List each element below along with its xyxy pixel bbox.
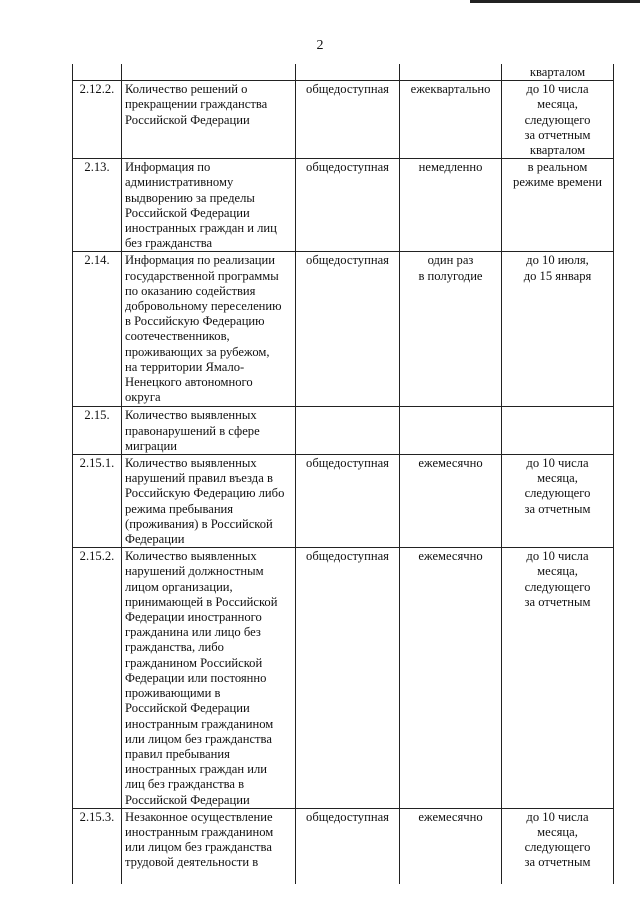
table-row — [73, 81, 614, 159]
access-level-cell — [296, 455, 400, 548]
deadline-cell-line: до 10 числа — [526, 809, 589, 824]
indicator-name-cell-line: Федерации или постоянно — [125, 670, 267, 685]
indicator-name-cell-line: государственной программы — [125, 268, 279, 283]
item-number-cell — [73, 81, 122, 159]
indicator-name-cell — [122, 407, 296, 455]
deadline-cell — [502, 407, 614, 455]
indicator-name-cell-line: Российскую Федерацию либо — [125, 486, 285, 501]
item-number-cell — [73, 64, 122, 81]
indicator-name-cell — [122, 548, 296, 808]
access-level-cell — [296, 64, 400, 81]
indicator-name-cell-line: миграции — [125, 438, 177, 453]
deadline-cell — [502, 159, 614, 252]
indicator-name-cell-line: нарушений должностным — [125, 564, 264, 579]
frequency-cell — [400, 252, 502, 407]
item-number-cell-text: 2.15.1. — [79, 456, 115, 471]
indicator-name-cell — [122, 159, 296, 252]
deadline-cell — [502, 808, 614, 884]
indicator-name-cell-line: Количество решений о — [125, 82, 248, 97]
item-number-cell-text: 2.15.3. — [79, 809, 115, 824]
indicator-name-cell-line: Незаконное осуществление — [125, 809, 273, 824]
indicator-name-cell-line: гражданина или лицо без — [125, 625, 261, 640]
indicator-name-cell-line: лиц без гражданства в — [125, 777, 245, 792]
access-level-cell — [296, 407, 400, 455]
indicator-name-cell-line: округа — [125, 390, 161, 405]
deadline-cell-line: кварталом — [529, 143, 586, 158]
table-row — [73, 64, 614, 81]
table-row — [73, 159, 614, 252]
indicator-name-cell-line: по оказанию содействия — [125, 283, 256, 298]
frequency-cell-line: ежеквартально — [410, 82, 491, 97]
indicator-name-cell-line: на территории Ямало- — [125, 359, 245, 374]
access-level-cell-text: общедоступная — [306, 82, 389, 97]
access-level-cell-text: общедоступная — [306, 809, 389, 824]
deadline-cell-line: месяца, — [537, 564, 578, 579]
indicator-name-cell-line: проживающих за рубежом, — [125, 344, 270, 359]
indicator-name-cell-line: правонарушений в сфере — [125, 423, 260, 438]
deadline-cell-line: за отчетным — [524, 501, 591, 516]
item-number-cell-text: 2.15. — [84, 408, 110, 423]
deadline-cell-line: месяца, — [537, 97, 578, 112]
frequency-cell-line: в полугодие — [418, 268, 483, 283]
access-level-cell — [296, 548, 400, 808]
access-level-cell-text: общедоступная — [306, 549, 389, 564]
frequency-cell-line: ежемесячно — [418, 549, 483, 564]
access-level-cell-text: общедоступная — [306, 456, 389, 471]
item-number-cell-text: 2.14. — [84, 253, 110, 268]
indicator-name-cell-line: в Российскую Федерацию — [125, 314, 265, 329]
indicator-name-cell-line: Российской Федерации — [125, 701, 250, 716]
table-row — [73, 548, 614, 808]
indicator-name-cell — [122, 252, 296, 407]
indicator-name-cell-line: Федерации — [125, 532, 185, 547]
deadline-cell-line: за отчетным — [524, 594, 591, 609]
indicator-name-cell-line: Количество выявленных — [125, 408, 257, 423]
table-row — [73, 455, 614, 548]
indicator-name-cell-line: (проживания) в Российской — [125, 516, 273, 531]
indicator-name-cell-line: Федерации иностранного — [125, 610, 262, 625]
access-level-cell-text: общедоступная — [306, 253, 389, 268]
deadline-cell — [502, 455, 614, 548]
deadline-cell-line: в реальном — [527, 160, 588, 175]
indicator-name-cell-line: Российской Федерации — [125, 205, 250, 220]
item-number-cell-text: 2.13. — [84, 160, 110, 175]
indicator-name-cell-line: иностранных граждан и лиц — [125, 221, 277, 236]
frequency-cell — [400, 64, 502, 81]
indicator-name-cell-line: административному — [125, 175, 234, 190]
item-number-cell — [73, 252, 122, 407]
page-number: 2 — [316, 38, 324, 53]
indicator-name-cell-line: лицом организации, — [125, 579, 233, 594]
item-number-cell — [73, 159, 122, 252]
indicator-name-cell-line: иностранных граждан или — [125, 762, 268, 777]
deadline-cell — [502, 64, 614, 81]
indicator-name-cell-line: добровольному переселению — [125, 299, 282, 314]
indicator-name-cell — [122, 81, 296, 159]
deadline-cell-line: месяца, — [537, 824, 578, 839]
frequency-cell-line: ежемесячно — [418, 456, 483, 471]
deadline-cell-line: следующего — [524, 112, 591, 127]
item-number-cell — [73, 808, 122, 884]
deadline-cell-line: до 10 июля, — [526, 253, 589, 268]
indicator-name-cell-line: Информация по — [125, 160, 211, 175]
item-number-cell — [73, 548, 122, 808]
item-number-cell-text: 2.15.2. — [79, 549, 115, 564]
indicator-name-cell-line: проживающими в — [125, 686, 221, 701]
top-edge-mark — [470, 0, 640, 3]
item-number-cell-text: 2.12.2. — [79, 82, 115, 97]
deadline-cell-line: режиме времени — [513, 175, 602, 190]
table-row — [73, 407, 614, 455]
indicator-name-cell-line: гражданства, либо — [125, 640, 224, 655]
frequency-cell — [400, 407, 502, 455]
item-number-cell — [73, 455, 122, 548]
indicator-name-cell-line: Количество выявленных — [125, 549, 257, 564]
indicator-name-cell-line: гражданином Российской — [125, 655, 263, 670]
access-level-cell — [296, 159, 400, 252]
frequency-cell — [400, 455, 502, 548]
deadline-cell — [502, 252, 614, 407]
access-level-cell-text: общедоступная — [306, 160, 389, 175]
deadline-cell-line: следующего — [524, 840, 591, 855]
indicator-name-cell-line: Количество выявленных — [125, 456, 257, 471]
indicator-name-cell-line: принимающей в Российской — [125, 594, 278, 609]
table-row — [73, 808, 614, 884]
frequency-cell — [400, 548, 502, 808]
indicator-name-cell — [122, 455, 296, 548]
frequency-cell — [400, 808, 502, 884]
frequency-cell-line: один раз — [427, 253, 474, 268]
indicator-name-cell-line: иностранным гражданином — [125, 824, 274, 839]
indicator-name-cell — [122, 808, 296, 884]
access-level-cell — [296, 808, 400, 884]
deadline-cell-line: до 10 числа — [526, 549, 589, 564]
indicator-name-cell-line: выдворению за пределы — [125, 190, 255, 205]
frequency-cell — [400, 81, 502, 159]
indicator-name-cell-line: режима пребывания — [125, 501, 234, 516]
indicator-name-cell-line: Информация по реализации — [125, 253, 276, 268]
table-row — [73, 252, 614, 407]
deadline-cell-line: за отчетным — [524, 855, 591, 870]
indicator-name-cell-line: нарушений правил въезда в — [125, 471, 273, 486]
indicator-name-cell — [122, 64, 296, 81]
access-level-cell — [296, 252, 400, 407]
indicator-name-cell-line: Российской Федерации — [125, 112, 250, 127]
deadline-cell — [502, 81, 614, 159]
deadline-cell — [502, 548, 614, 808]
frequency-cell — [400, 159, 502, 252]
deadline-cell-line: месяца, — [537, 471, 578, 486]
indicator-name-cell-line: трудовой деятельности в — [125, 855, 259, 870]
deadline-cell-line: следующего — [524, 486, 591, 501]
item-number-cell — [73, 407, 122, 455]
indicator-name-cell-line: или лицом без гражданства — [125, 731, 272, 746]
data-table — [72, 64, 614, 884]
deadline-cell-line: следующего — [524, 579, 591, 594]
deadline-cell-line: кварталом — [529, 65, 586, 79]
deadline-cell-line: до 15 января — [523, 268, 592, 283]
access-level-cell — [296, 81, 400, 159]
indicator-name-cell-line: Ненецкого автономного — [125, 375, 253, 390]
frequency-cell-line: немедленно — [418, 160, 483, 175]
deadline-cell-line: до 10 числа — [526, 82, 589, 97]
frequency-cell-line: ежемесячно — [418, 809, 483, 824]
deadline-cell-line: за отчетным — [524, 127, 591, 142]
indicator-name-cell-line: прекращении гражданства — [125, 97, 268, 112]
indicator-name-cell-line: Российской Федерации — [125, 792, 250, 807]
table-body — [73, 64, 614, 884]
indicator-name-cell-line: правил пребывания — [125, 746, 230, 761]
indicator-name-cell-line: без гражданства — [125, 236, 213, 251]
indicator-name-cell-line: или лицом без гражданства — [125, 840, 272, 855]
indicator-name-cell-line: иностранным гражданином — [125, 716, 274, 731]
deadline-cell-line: до 10 числа — [526, 456, 589, 471]
indicator-name-cell-line: соотечественников, — [125, 329, 230, 344]
